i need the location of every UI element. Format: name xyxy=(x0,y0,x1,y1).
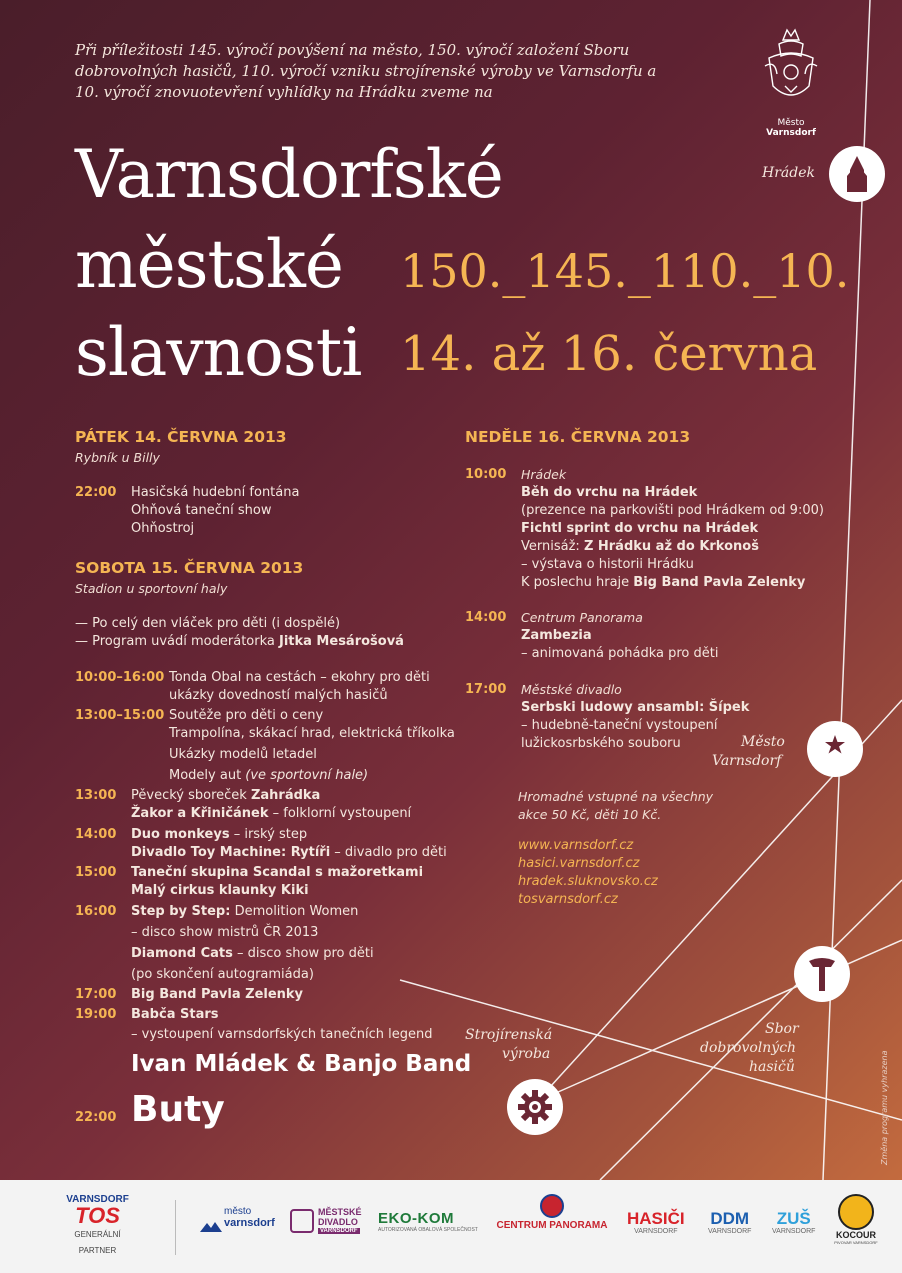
hasici-logo[interactable] xyxy=(627,1210,685,1235)
line-diagonal-3 xyxy=(600,880,902,1180)
cars-note: (ve sportovní hale) xyxy=(245,768,369,783)
sun-time-1: 10:00 xyxy=(465,467,507,482)
mountain-icon xyxy=(200,1220,222,1232)
step-name: Step by Step: xyxy=(131,904,231,919)
sat-t3-line-1 xyxy=(131,787,320,805)
sat-t7-line-1 xyxy=(131,986,303,1004)
sun-t3-line-2: – hudebně-taneční vystoupení xyxy=(521,718,718,733)
friday-line-3: Ohňostroj xyxy=(131,521,195,536)
diamond-name: Diamond Cats xyxy=(131,946,233,961)
sun-t3-location: Městské divadlo xyxy=(521,682,622,697)
sun-t1-line-5: – výstava o historii Hrádku xyxy=(521,557,694,572)
zus-text: ZUŠ xyxy=(776,1209,811,1228)
saturday-all-day-2 xyxy=(75,633,404,651)
link-tos[interactable]: tosvarnsdorf.cz xyxy=(518,892,618,907)
sat-time-8: 19:00 xyxy=(75,1007,117,1022)
sat-time-5: 15:00 xyxy=(75,865,117,880)
sat-t3-line-2 xyxy=(131,805,411,823)
sat-t1-line-2: ukázky dovedností malých hasičů xyxy=(169,688,388,703)
sat-t5-line-1 xyxy=(131,864,423,882)
link-hradek[interactable]: hradek.sluknovsko.cz xyxy=(518,874,658,889)
duo-name: Duo monkeys xyxy=(131,827,230,842)
ekokom-logo[interactable] xyxy=(378,1210,478,1233)
sun-t2-line-2: – animovaná pohádka pro děti xyxy=(521,646,719,661)
sat-time-4: 14:00 xyxy=(75,827,117,842)
zus-logo[interactable] xyxy=(772,1210,815,1235)
sat-t2-line-4 xyxy=(169,767,368,785)
link-hasici[interactable]: hasici.varnsdorf.cz xyxy=(518,856,640,871)
kocour-logo[interactable] xyxy=(830,1194,882,1246)
friday-location: Rybník u Billy xyxy=(75,450,160,465)
listen-prefix: K poslechu hraje xyxy=(521,575,634,590)
folklore-name: Žakor a Křiničánek xyxy=(131,806,269,821)
kocour-text: KOCOUR xyxy=(836,1230,876,1240)
theatre-mask-icon xyxy=(290,1209,314,1233)
sat-t6-line-1 xyxy=(131,903,358,921)
map-label-hradek: Hrádek xyxy=(762,165,815,181)
sun-t1-line-2: (prezence na parkovišti pod Hrádkem od 9:00) xyxy=(521,503,824,518)
vernisaz-name: Z Hrádku až do Krkonoš xyxy=(583,539,759,554)
sponsor-footer xyxy=(0,1180,902,1273)
sun-t1-line-6 xyxy=(521,574,805,592)
sat-t5-line-2 xyxy=(131,882,309,900)
sat-t4-line-2 xyxy=(131,844,447,862)
gear-icon xyxy=(515,1087,555,1127)
strojirenska-marker xyxy=(507,1079,563,1135)
ekokom-sub: AUTORIZOVANÁ OBALOVÁ SPOLEČNOST xyxy=(378,1227,478,1233)
sat-t8-line-2: – vystoupení varnsdorfských tanečních legend xyxy=(131,1027,433,1042)
circus-name: Malý cirkus klaunky Kiki xyxy=(131,883,309,898)
intro-text: Při příležitosti 145. výročí povýšení na město, 150. výročí založení Sboru dobrovolných hasičů, 110. výročí vzniku strojírenské výroby ve Varnsdorfu a 10. výročí znovuotevření vyhlídky na Hrádku zveme na xyxy=(75,41,657,101)
theatre-desc: – divadlo pro děti xyxy=(330,845,447,860)
sun-time-3: 17:00 xyxy=(465,682,507,697)
mesto-text-2: varnsdorf xyxy=(224,1217,275,1229)
map-label-sbor-2: dobrovolných xyxy=(700,1040,797,1056)
bigband-name: Big Band Pavla Zelenky xyxy=(131,987,304,1002)
sat-time-3: 13:00 xyxy=(75,788,117,803)
ddm-sub: VARNSDORF xyxy=(708,1228,752,1235)
sat-t2-line-3: Ukázky modelů letadel xyxy=(169,747,317,762)
mladek-headliner: Ivan Mládek & Banjo Band xyxy=(131,1051,472,1077)
link-varnsdorf[interactable]: www.varnsdorf.cz xyxy=(518,838,634,853)
sat-t6-line-2: – disco show mistrů ČR 2013 xyxy=(131,925,319,940)
crest-icon xyxy=(761,26,821,114)
mesto-marker xyxy=(807,721,863,777)
axe-icon xyxy=(805,955,839,993)
tos-logo[interactable] xyxy=(55,1194,140,1259)
admission-line-2: akce 50 Kč, děti 10 Kč. xyxy=(518,807,662,822)
beh-name: Běh do vrchu na Hrádek xyxy=(521,485,698,500)
side-note: Změna programu vyhrazena xyxy=(880,1050,889,1165)
map-label-mesto-1: Město xyxy=(741,734,785,750)
buty-headliner: Buty xyxy=(131,1089,225,1130)
sipek-name: Serbski ludowy ansambl: Šípek xyxy=(521,700,750,715)
sun-time-2: 14:00 xyxy=(465,610,507,625)
sat-t8-line-1 xyxy=(131,1006,219,1024)
saturday-all-day-1: — Po celý den vláček pro děti (i dospělé) xyxy=(75,616,341,631)
duo-desc: – irský step xyxy=(229,827,308,842)
map-label-stroj-1: Strojírenská xyxy=(465,1027,553,1043)
anniversary-numbers: 150._145._110._10. xyxy=(400,244,850,298)
sun-t1-line-3 xyxy=(521,520,758,538)
sun-t1-line-1 xyxy=(521,484,697,502)
babca-name: Babča Stars xyxy=(131,1007,219,1022)
divadlo-text-2: DIVADLO xyxy=(318,1217,358,1227)
sunday-heading: NEDĚLE 16. ČERVNA 2013 xyxy=(465,428,691,446)
ekokom-text: EKO-KOM xyxy=(378,1210,454,1227)
hasici-text: HASIČI xyxy=(627,1209,685,1228)
zus-sub: VARNSDORF xyxy=(772,1228,816,1235)
choir-prefix: Pěvecký sboreček xyxy=(131,788,251,803)
tos-top: VARNSDORF xyxy=(66,1194,129,1205)
folklore-desc: – folklorní vystoupení xyxy=(268,806,412,821)
sat-t1-line-1: Tonda Obal na cestách – ekohry pro děti xyxy=(169,670,430,685)
star-and-moon-icon xyxy=(815,729,855,769)
friday-line-2: Ohňová taneční show xyxy=(131,503,272,518)
sat-t2-line-1: Soutěže pro děti o ceny xyxy=(169,708,324,723)
sat-t6-line-3 xyxy=(131,945,374,963)
saturday-heading: SOBOTA 15. ČERVNA 2013 xyxy=(75,559,304,577)
sat-time-1: 10:00–16:00 xyxy=(75,670,165,685)
ddm-text: DDM xyxy=(710,1209,750,1228)
sat-t4-line-1 xyxy=(131,826,307,844)
friday-line-1: Hasičská hudební fontána xyxy=(131,485,300,500)
centrum-panorama-logo[interactable] xyxy=(496,1194,608,1234)
sun-t2-line-1 xyxy=(521,627,592,645)
sun-t1-location: Hrádek xyxy=(521,467,567,482)
saturday-location: Stadion u sportovní haly xyxy=(75,581,228,596)
sun-t3-line-3: lužickosrbského souboru xyxy=(521,736,681,751)
zambezia-name: Zambezia xyxy=(521,628,592,643)
map-label-stroj-2: výroba xyxy=(502,1046,551,1062)
theatre-name: Divadlo Toy Machine: Rytíři xyxy=(131,845,331,860)
panorama-globe-icon xyxy=(540,1194,564,1218)
listen-band: Big Band Pavla Zelenky xyxy=(633,575,806,590)
sun-t3-line-1 xyxy=(521,699,749,717)
crest-label-2: Varnsdorf xyxy=(766,128,816,138)
title-line-1: Varnsdorfské xyxy=(75,136,503,213)
sat-t2-line-2: Trampolína, skákací hrad, elektrická tříkolka xyxy=(169,726,455,741)
cars-text: Modely aut xyxy=(169,768,246,783)
mesto-text-1: město xyxy=(224,1206,252,1217)
castle-tower-icon xyxy=(842,154,872,194)
title-line-2: městské xyxy=(75,226,343,303)
panorama-text: CENTRUM PANORAMA xyxy=(496,1220,608,1231)
sun-t2-location: Centrum Panorama xyxy=(521,610,643,625)
crest-label-1: Město xyxy=(777,118,805,128)
map-label-mesto-2: Varnsdorf xyxy=(712,753,782,769)
fichtl-name: Fichtl sprint do vrchu na Hrádek xyxy=(521,521,759,536)
step-desc: Demolition Women xyxy=(230,904,359,919)
admission-line-1: Hromadné vstupné na všechny xyxy=(518,789,714,804)
friday-time: 22:00 xyxy=(75,485,117,500)
map-label-sbor-1: Sbor xyxy=(765,1021,799,1037)
hasici-sub: VARNSDORF xyxy=(634,1228,678,1235)
kocour-sub: PIVOVAR VARNSDORF xyxy=(834,1240,878,1245)
diamond-desc: – disco show pro děti xyxy=(232,946,374,961)
footer-divider xyxy=(175,1200,176,1255)
moderator-name: Jitka Mesárošová xyxy=(278,634,404,649)
ddm-logo[interactable] xyxy=(708,1210,751,1235)
divadlo-text-3: VARNSDORF xyxy=(320,1228,358,1234)
sat-time-6: 16:00 xyxy=(75,904,117,919)
tos-mid: TOS xyxy=(75,1203,120,1228)
hasici-marker xyxy=(794,946,850,1002)
divadlo-text-1: MĚSTSKÉ xyxy=(318,1207,362,1217)
sat-time-7: 17:00 xyxy=(75,987,117,1002)
sat-time-2: 13:00–15:00 xyxy=(75,708,165,723)
tos-sub: GENERÁLNÍ PARTNER xyxy=(74,1230,121,1255)
friday-heading: PÁTEK 14. ČERVNA 2013 xyxy=(75,428,287,446)
sat-time-9: 22:00 xyxy=(75,1110,117,1125)
crest xyxy=(758,26,824,138)
map-label-sbor-3: hasičů xyxy=(749,1059,795,1075)
kocour-cat-icon xyxy=(838,1194,874,1230)
sat-t6-line-4: (po skončení autogramiáda) xyxy=(131,967,314,982)
choir-name: Zahrádka xyxy=(250,788,321,803)
title-line-3: slavnosti xyxy=(75,314,362,391)
hradek-marker xyxy=(829,146,885,202)
vernisaz-prefix: Vernisáž: xyxy=(521,539,584,554)
sun-t1-line-4 xyxy=(521,538,759,556)
moderator-prefix: — Program uvádí moderátorka xyxy=(75,634,279,649)
scandal-name: Taneční skupina Scandal s mažoretkami xyxy=(131,865,424,880)
festival-dates: 14. až 16. června xyxy=(400,326,818,382)
